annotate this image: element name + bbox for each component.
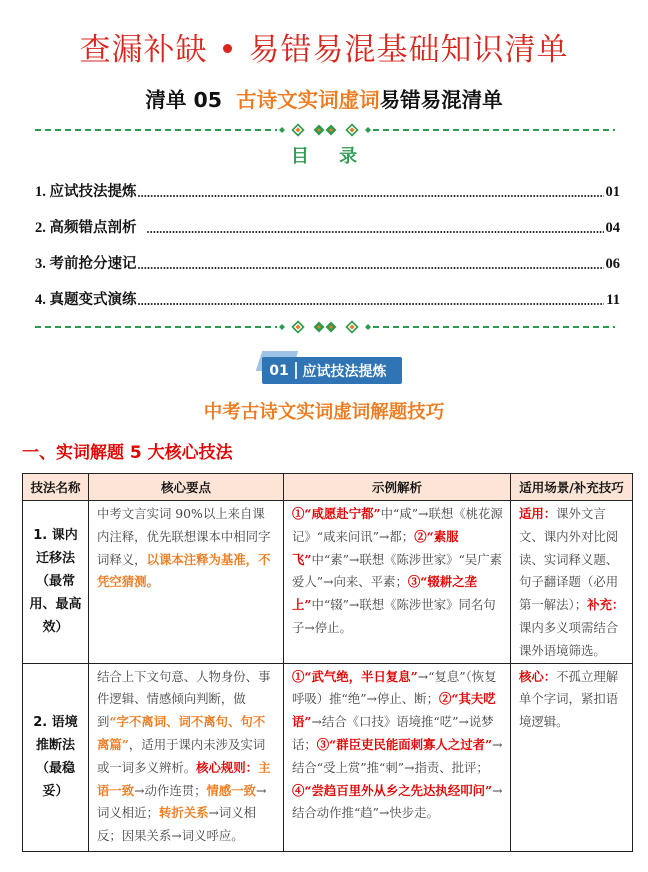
- technique-name-cell: [23, 501, 89, 664]
- toc-item-page: 04: [605, 220, 620, 236]
- technique-name-line: 妥）: [42, 784, 69, 800]
- section-heading: 中考古诗文实词虚词解题技巧: [203, 402, 445, 423]
- text-segment: →词义相近；: [97, 782, 267, 821]
- section-badge: [262, 357, 402, 384]
- emphasis-segment: 转折关系: [158, 805, 209, 821]
- text-segment: 结合上下文句意、人物身份、事件逻辑、情感倾向判断，做到: [97, 668, 271, 730]
- scenario-cell: [511, 501, 633, 664]
- text-segment: 中“咸”→联想《桃花源记》“咸来问讯”→都；: [292, 506, 503, 544]
- toc-item-page: 01: [605, 184, 620, 200]
- rule-label: 核心规则：: [196, 759, 259, 775]
- key-points-cell: [89, 663, 284, 851]
- emphasis-segment: 主语一致: [97, 759, 271, 798]
- example-quote: ③“群臣吏民能面刺寡人之过者”: [316, 736, 493, 752]
- text-segment: 不孤立理解单个字词，紧扣语境逻辑。: [519, 668, 619, 730]
- scenario-label: 补充：: [587, 597, 625, 613]
- table-row: [23, 501, 633, 664]
- technique-name-line: 1. 课内: [33, 528, 78, 544]
- toc-dot-leader: [138, 267, 604, 269]
- badge-label: 应试技法提炼: [302, 363, 387, 380]
- toc-item-3[interactable]: [35, 255, 620, 273]
- toc-item-page: 06: [605, 256, 620, 272]
- toc-item-label: 1. 应试技法提炼: [35, 184, 137, 200]
- example-quote: ③“辍耕之垄上”: [292, 574, 477, 613]
- subtitle-suffix: 易错易混清单: [379, 88, 503, 112]
- bottom-divider: [35, 320, 615, 334]
- emphasis-segment: 情感一致: [206, 782, 257, 798]
- scenario-label: 适用：: [519, 506, 557, 521]
- text-segment: 课外文言文、课内外对比阅读、实词释义题、句子翻译题（必用第一解法）；: [519, 506, 619, 613]
- technique-name-line: 效）: [42, 620, 69, 636]
- technique-name-line: 2. 语境: [33, 715, 78, 731]
- header-key-points: 核心要点: [89, 474, 284, 501]
- text-segment: →结合《口技》语境推“呓”→说梦话；: [292, 714, 494, 752]
- diamond-ornament-icon: [277, 123, 373, 137]
- header-examples: 示例解析: [284, 474, 511, 501]
- examples-cell: [284, 663, 511, 851]
- dashed-line-right: [373, 129, 615, 131]
- table-header-row: [23, 474, 633, 501]
- toc-item-1[interactable]: [35, 183, 620, 201]
- diamond-ornament-icon: [277, 320, 373, 334]
- techniques-table: [22, 473, 633, 852]
- toc-item-2[interactable]: [35, 219, 620, 237]
- header-scenarios: 适用场景/补充技巧: [511, 474, 633, 501]
- emphasis-segment: 以课本注释为基准，不凭空猜测。: [97, 551, 271, 590]
- text-segment: →词义相反；因果关系→词义呼应。: [97, 805, 257, 844]
- toc-dot-leader: [138, 195, 604, 197]
- toc-dot-leader: [138, 303, 605, 305]
- example-quote: ①“武气绝，半日复息”: [292, 668, 418, 684]
- header-technique-name: 技法名称: [23, 474, 89, 501]
- top-divider: [35, 123, 615, 137]
- text-segment: →结合动作推“趋”→快步走。: [292, 782, 503, 821]
- emphasis-segment: “字不离词、词不离句、句不离篇”: [97, 714, 266, 752]
- text-segment: →结合“受上赏”推“刺”→指责、批评；: [292, 736, 503, 775]
- text-segment: →动作连贯；: [134, 782, 207, 798]
- example-quote: ②“素服飞”: [292, 528, 459, 567]
- section-subheading: 一、实词解题 5 大核心技法: [22, 443, 233, 463]
- badge-body: [262, 357, 402, 384]
- technique-name-line: （最常: [35, 574, 75, 590]
- text-segment: 中“素”→联想《陈涉世家》“吴广素爱人”→向来、平素；: [292, 551, 502, 590]
- dashed-line-right: [373, 326, 615, 328]
- toc-item-page: 11: [606, 292, 620, 308]
- table-row: [23, 663, 633, 851]
- document-title: 查漏补缺 • 易错易混基础知识清单: [79, 32, 569, 68]
- toc-item-label: 4. 真题变式演练: [35, 292, 137, 308]
- toc-item-4[interactable]: [35, 291, 620, 309]
- document-subtitle: [0, 87, 648, 113]
- text-segment: 中考文言实词 90%以上来自课内注释，优先联想课本中相同字词释义，: [97, 506, 271, 567]
- subtitle-prefix: 清单 05: [145, 88, 223, 112]
- table-of-contents: [35, 183, 620, 327]
- example-quote: ①“咸愿赴宁都”: [292, 506, 381, 521]
- text-segment: →“复息”（恢复呼吸）推“绝”→停止、断；: [292, 668, 497, 707]
- technique-name-cell: [23, 663, 89, 851]
- key-points-cell: [89, 501, 284, 664]
- examples-cell: [284, 501, 511, 664]
- technique-name-line: 推断法: [35, 738, 75, 754]
- example-quote: ④“尝趋百里外从乡之先达执经叩问”: [292, 782, 493, 798]
- subtitle-highlight: 古诗文实词虚词: [236, 88, 380, 112]
- example-quote: ②“其夫呓语”: [292, 691, 496, 730]
- text-segment: 课内多义项需结合课外语境筛选。: [519, 619, 619, 658]
- badge-separator: [295, 362, 297, 379]
- dashed-line-left: [35, 326, 277, 328]
- toc-item-label: 2. 高频错点剖析: [35, 220, 137, 236]
- scenario-cell: [511, 663, 633, 851]
- text-segment: 中“辍”→联想《陈涉世家》同名句子→停止。: [292, 597, 496, 635]
- dashed-line-left: [35, 129, 277, 131]
- toc-item-label: 3. 考前抢分速记: [35, 256, 137, 272]
- toc-dot-leader: [147, 231, 604, 233]
- technique-name-line: 迁移法: [35, 551, 75, 567]
- badge-number: 01: [269, 362, 289, 379]
- text-segment: ，适用于课内未涉及实词或一词多义辨析。: [97, 736, 266, 775]
- scenario-label: 核心：: [519, 668, 557, 684]
- toc-title: 目 录: [290, 146, 370, 167]
- technique-name-line: （最稳: [35, 761, 75, 777]
- technique-name-line: 用、最高: [29, 597, 82, 613]
